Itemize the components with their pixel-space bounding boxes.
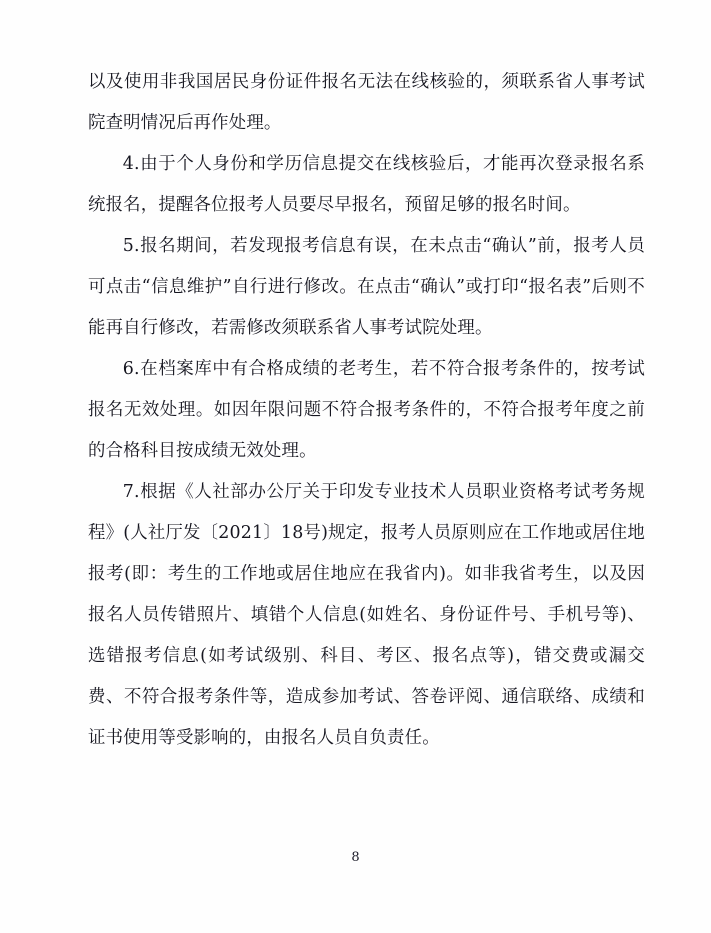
paragraph-item-4: 4.由于个人身份和学历信息提交在线核验后，才能再次登录报名系统报名，提醒各位报考人员要尽早报名，预留足够的报名时间。 [88, 154, 645, 215]
page-number: 8 [351, 850, 360, 865]
paragraph-item-6: 6.在档案库中有合格成绩的老考生，若不符合报考条件的，按考试报名无效处理。如因年限问题不符合报考条件的，不符合报考年度之前的合格科目按成绩无效处理。 [88, 359, 645, 461]
paragraph-continuation: 以及使用非我国居民身份证件报名无法在线核验的，须联系省人事考试院查明情况后再作处理。 [88, 72, 645, 133]
paragraph-item-5: 5.报名期间，若发现报考信息有误，在未点击“确认”前，报考人员可点击“信息维护”自行进行修改。在点击“确认”或打印“报名表”后则不能再自行修改，若需修改须联系省人事考试院处理。 [88, 236, 645, 338]
paragraph-item-7: 7.根据《人社部办公厅关于印发专业技术人员职业资格考试考务规程》(人社厅发〔2021〕18号)规定，报考人员原则应在工作地或居住地报考(即：考生的工作地或居住地应在我省内)。如非我省考生，以及因报名人员传错照片、填错个人信息(如姓名、身份证件号、手机号等)、选错报考信息(如考试级别、科目、考区、报名点等)，错交费或漏交费、不符合报考条件等，造成参加考试、答卷评阅、通信联络、成绩和证书使用等受影响的，由报名人员自负责任。 [88, 482, 645, 748]
document-body [88, 62, 645, 759]
